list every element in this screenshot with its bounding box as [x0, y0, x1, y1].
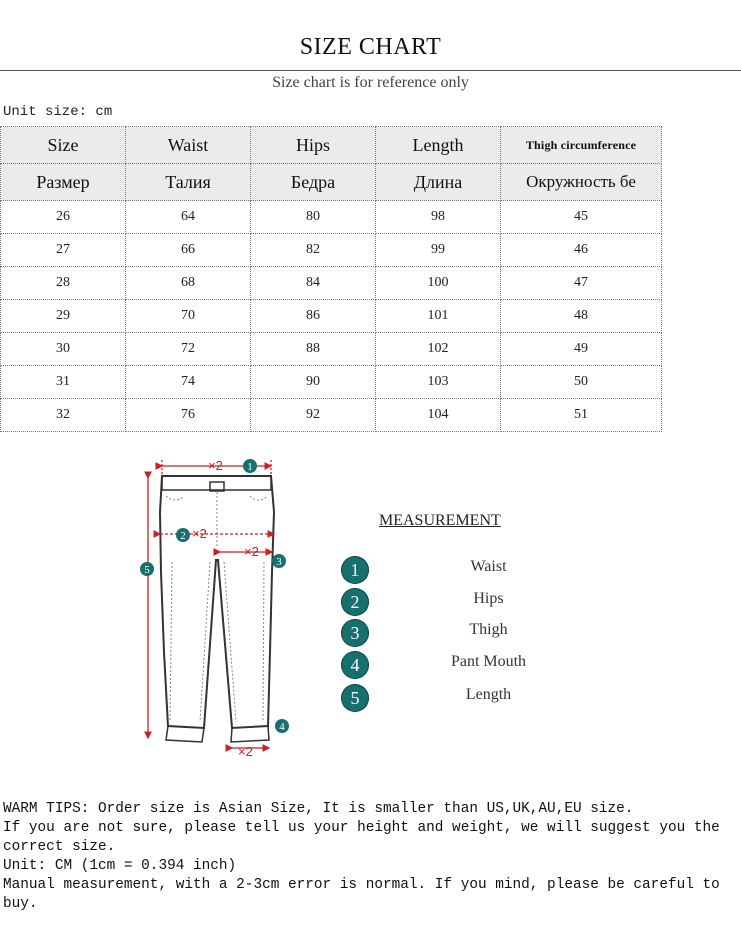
thigh-multiplier: ×2 — [244, 544, 259, 559]
multiplier-labels — [192, 458, 259, 759]
measurement-number: 5 — [341, 684, 369, 712]
header-size: Size — [1, 127, 126, 164]
table-header-row-en — [1, 127, 662, 164]
measurement-number: 3 — [341, 619, 369, 647]
cell-hips: 82 — [251, 234, 376, 267]
marker-1: 1 — [247, 461, 253, 473]
cell-size: 32 — [1, 399, 126, 432]
header-hips-ru: Бедра — [251, 164, 376, 201]
tip-line: WARM TIPS: Order size is Asian Size, It is smaller than US,UK,AU,EU size. — [3, 801, 634, 817]
measurement-item — [341, 684, 681, 714]
header-size-ru: Размер — [1, 164, 126, 201]
header-waist-ru: Талия — [126, 164, 251, 201]
cell-thigh: 47 — [501, 267, 662, 300]
cell-length: 101 — [376, 300, 501, 333]
unit-size-label: Unit size: cm — [3, 104, 113, 120]
cell-thigh: 49 — [501, 333, 662, 366]
measurement-label: Waist — [470, 558, 507, 575]
warm-tips — [3, 800, 741, 914]
header-thigh: Thigh circumference — [501, 127, 662, 164]
table-row — [1, 201, 662, 234]
cell-thigh: 48 — [501, 300, 662, 333]
page-subtitle: Size chart is for reference only — [272, 74, 469, 91]
table-header-row-ru — [1, 164, 662, 201]
cell-length: 99 — [376, 234, 501, 267]
measurement-title: MEASUREMENT — [379, 512, 501, 529]
header-length-ru: Длина — [376, 164, 501, 201]
cell-waist: 76 — [126, 399, 251, 432]
cell-thigh: 51 — [501, 399, 662, 432]
tip-line: If you are not sure, please tell us your height and weight, we will suggest you the correct size. — [3, 820, 729, 855]
marker-5: 5 — [144, 564, 150, 576]
cell-waist: 70 — [126, 300, 251, 333]
measurement-item — [341, 588, 681, 618]
cell-size: 31 — [1, 366, 126, 399]
header-waist: Waist — [126, 127, 251, 164]
cell-size: 30 — [1, 333, 126, 366]
marker-3: 3 — [276, 556, 282, 568]
cell-size: 26 — [1, 201, 126, 234]
cell-hips: 90 — [251, 366, 376, 399]
cell-size: 29 — [1, 300, 126, 333]
measurement-number: 4 — [341, 651, 369, 679]
cell-length: 100 — [376, 267, 501, 300]
cell-waist: 72 — [126, 333, 251, 366]
cell-size: 27 — [1, 234, 126, 267]
cell-waist: 64 — [126, 201, 251, 234]
marker-4: 4 — [279, 721, 285, 733]
cell-waist: 68 — [126, 267, 251, 300]
measurement-label: Hips — [473, 590, 504, 607]
pants-diagram — [128, 452, 308, 764]
table-row — [1, 333, 662, 366]
measurement-label: Thigh — [469, 621, 508, 638]
header-hips: Hips — [251, 127, 376, 164]
cell-hips: 84 — [251, 267, 376, 300]
tip-line: Unit: CM (1cm = 0.394 inch) — [3, 858, 237, 874]
hips-multiplier: ×2 — [192, 526, 207, 541]
cell-length: 98 — [376, 201, 501, 234]
cell-hips: 86 — [251, 300, 376, 333]
pant-mouth-multiplier: ×2 — [238, 744, 253, 759]
table-row — [1, 366, 662, 399]
measurement-item — [341, 556, 681, 586]
cell-length: 102 — [376, 333, 501, 366]
measurement-item — [341, 651, 681, 681]
cell-thigh: 45 — [501, 201, 662, 234]
cell-thigh: 50 — [501, 366, 662, 399]
waist-multiplier: ×2 — [208, 458, 223, 473]
measurement-label: Pant Mouth — [450, 653, 527, 670]
table-row — [1, 300, 662, 333]
cell-hips: 88 — [251, 333, 376, 366]
cell-waist: 66 — [126, 234, 251, 267]
cell-hips: 92 — [251, 399, 376, 432]
cell-hips: 80 — [251, 201, 376, 234]
marker-2: 2 — [180, 530, 186, 542]
cell-waist: 74 — [126, 366, 251, 399]
measurement-label: Length — [465, 686, 512, 703]
cell-length: 104 — [376, 399, 501, 432]
page-title: SIZE CHART — [299, 34, 442, 60]
cell-length: 103 — [376, 366, 501, 399]
pants-stitching — [166, 492, 268, 722]
size-table — [0, 126, 662, 432]
table-row — [1, 234, 662, 267]
measurement-number: 1 — [341, 556, 369, 584]
header-length: Length — [376, 127, 501, 164]
cell-size: 28 — [1, 267, 126, 300]
pants-outline — [160, 476, 274, 742]
header-thigh-ru: Окружность бе — [501, 164, 662, 201]
table-row — [1, 267, 662, 300]
cell-thigh: 46 — [501, 234, 662, 267]
table-row — [1, 399, 662, 432]
measurement-item — [341, 619, 681, 649]
measurement-number: 2 — [341, 588, 369, 616]
title-divider — [0, 70, 741, 71]
tip-line: Manual measurement, with a 2-3cm error is normal. If you mind, please be careful to buy. — [3, 877, 729, 912]
